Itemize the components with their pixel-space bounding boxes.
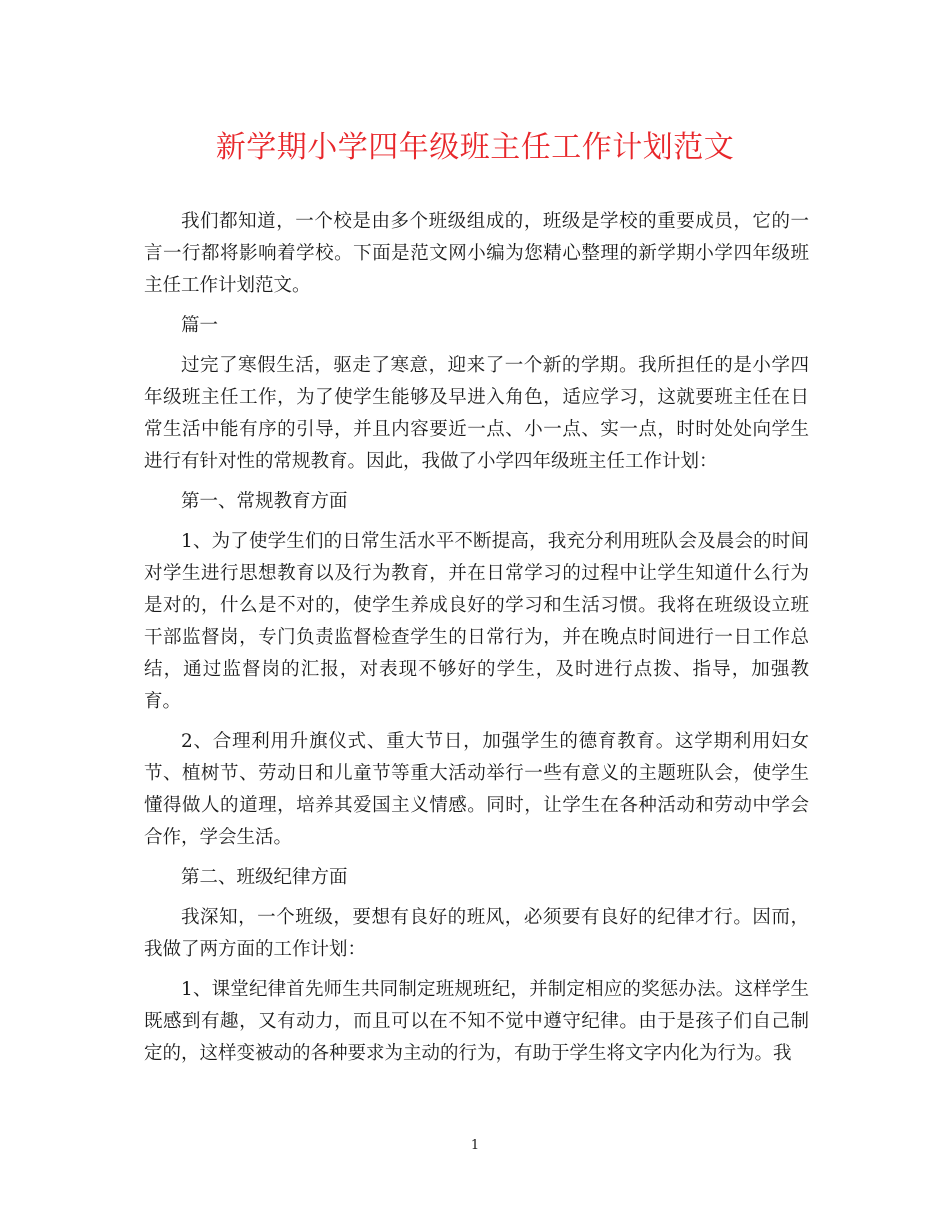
paragraph-discipline-item-1: 1、课堂纪律首先师生共同制定班规班纪，并制定相应的奖惩办法。这样学生既感到有趣，又有动力，而且可以在不知不觉中遵守纪律。由于是孩子们自己制定的，这样变被动的各种要求为主动的行为，有助于学生将文字内化为行为。我 <box>144 979 809 1064</box>
paragraph-routine-item-1: 1、为了使学生们的日常生活水平不断提高，我充分利用班队会及晨会的时间对学生进行思想教育以及行为教育，并在日常学习的过程中让学生知道什么行为是对的，什么是不对的，使学生养成良好的学习和生活习惯。我将在班级设立班干部监督岗，专门负责监督检查学生的日常行为，并在晚点时间进行一日工作总结，通过监督岗的汇报，对表现不够好的学生，及时进行点拨、指导，加强教育。 <box>144 531 809 712</box>
page-number: 1 <box>470 1138 480 1153</box>
paragraph-discipline-intro: 我深知，一个班级，要想有良好的班风，必须要有良好的纪律才行。因而，我做了两方面的工作计划： <box>144 907 809 960</box>
section-heading-class-discipline: 第二、班级纪律方面 <box>181 867 348 888</box>
section-heading-part-one: 篇一 <box>181 315 219 336</box>
paragraph-intro: 我们都知道，一个校是由多个班级组成的，班级是学校的重要成员，它的一言一行都将影响着学校。下面是范文网小编为您精心整理的新学期小学四年级班主任工作计划范文。 <box>144 211 809 296</box>
section-heading-routine-education: 第一、常规教育方面 <box>181 491 348 512</box>
paragraph-routine-item-2: 2、合理利用升旗仪式、重大节日，加强学生的德育教育。这学期利用妇女节、植树节、劳动日和儿童节等重大活动举行一些有意义的主题班队会，使学生懂得做人的道理，培养其爱国主义情感。同时，让学生在各种活动和劳动中学会合作，学会生活。 <box>144 731 809 848</box>
document-title: 新学期小学四年级班主任工作计划范文 <box>215 130 735 165</box>
document-body <box>144 206 809 1070</box>
paragraph-opening: 过完了寒假生活，驱走了寒意，迎来了一个新的学期。我所担任的是小学四年级班主任工作，为了使学生能够及早进入角色，适应学习，这就要班主任在日常生活中能有序的引导，并且内容要近一点、小一点、实一点，时时处处向学生进行有针对性的常规教育。因此，我做了小学四年级班主任工作计划： <box>144 355 809 472</box>
